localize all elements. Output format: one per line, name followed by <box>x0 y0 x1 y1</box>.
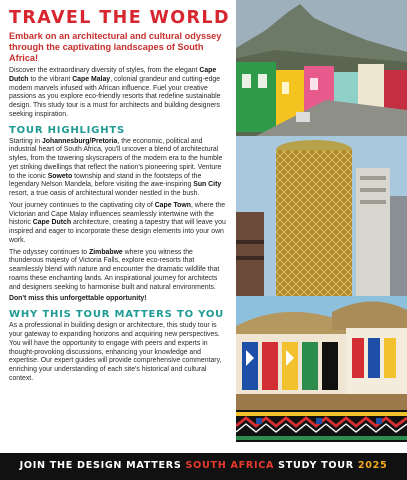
banner-headline <box>0 460 407 471</box>
bold-phrase: Zimbabwe <box>89 248 123 256</box>
bo-kaap-houses-photo <box>236 0 407 136</box>
modern-tower-photo <box>236 136 407 296</box>
ndebele-houses-photo <box>236 296 407 410</box>
text-run: resort, a true oasis of architectural wonder nestled in the bush. <box>9 190 200 197</box>
footer-banner <box>0 453 407 480</box>
bold-phrase: Cape Malay <box>72 75 111 83</box>
photo-collage <box>236 0 407 442</box>
why-tour-paragraph <box>9 322 227 383</box>
article-column <box>9 8 230 384</box>
text-run: to the vibrant <box>28 75 73 83</box>
banner-text-join: JOIN THE DESIGN MATTERS <box>19 460 186 471</box>
tour-highlights-heading: TOUR HIGHLIGHTS <box>9 124 125 136</box>
highlights-paragraph-cape-town <box>9 202 227 246</box>
text-run: , colonial grandeur and cutting-edge modern marvels infused with African influence. Fuel your creative passions as you explore eco-friendly resorts that redefine sustainable design. This study tour is a must for architects and building designers seeking inspiration. <box>9 75 221 118</box>
text-run: , the economic, political and industrial heart of South Africa, you'll uncover a blend of architectural styles, from the towering skyscrapers of the modern era to the humble yet striking dwellings that reflect the nation's pioneering spirit. Venture to the iconic <box>9 137 223 180</box>
intro-lead: Embark on an architectural and cultural odyssey through the captivating landscapes of South Africa! <box>9 31 222 63</box>
dont-miss-callout: Don't miss this unforgettable opportunity! <box>9 295 147 303</box>
bold-phrase: Cape Dutch <box>9 67 217 83</box>
text-run: , where the Victorian and Cape Malay influences seamlessly intertwine with the historic <box>9 201 226 227</box>
text-run: Starting in <box>9 137 42 145</box>
page-title: TRAVEL THE WORLD <box>9 8 230 28</box>
why-tour-matters-heading: WHY THIS TOUR MATTERS TO YOU <box>9 309 225 321</box>
bold-phrase: Cape Town <box>154 201 191 209</box>
text-run: where you witness the thunderous majesty of Victoria Falls, explore eco-resorts that seamlessly blend with nature and encounter the dramatic wildlife that roams these enchanting lands. An inspirational journey for architects and designers seeking to harmonise built and natural environments. <box>9 248 220 291</box>
text-run: As a professional in building design or architecture, this study tour is your gateway to expanding horizons and acquiring new perspectives. You will have the opportunity to engage with peers and experts in thought-provoking discussions, enhancing your knowledge and expertise. Our expert guides will provide comprehensive commentary, enriching your understanding of each site's historical and cultural context. <box>9 322 222 382</box>
text-run: Your journey continues to the captivating city of <box>9 201 155 209</box>
highlights-paragraph-zimbabwe <box>9 249 227 293</box>
ndebele-pattern-strip <box>236 410 407 442</box>
photo-collage-artwork <box>236 0 407 442</box>
banner-text-study-tour: STUDY TOUR <box>274 460 358 471</box>
text-run: The odyssey continues to <box>9 248 90 256</box>
text-run: township and stand in the footsteps of the legendary Nelson Mandela, before visiting the awe-inspiring <box>9 172 202 189</box>
highlights-paragraph-johannesburg <box>9 138 227 199</box>
text-run: Discover the extraordinary diversity of styles, from the elegant <box>9 67 200 74</box>
intro-paragraph <box>9 67 227 120</box>
banner-text-south-africa: SOUTH AFRICA <box>185 460 275 471</box>
text-run: architecture, creating a tapestry that will leave you inspired and eager to incorporate these design elements into your own work. <box>9 219 226 244</box>
bold-phrase: Johannesburg/Pretoria <box>41 137 118 145</box>
bold-phrase: Sun City <box>193 181 222 189</box>
bold-phrase: Soweto <box>47 172 73 180</box>
banner-text-year: 2025 <box>357 460 388 471</box>
bold-phrase: Cape Dutch <box>32 219 72 227</box>
